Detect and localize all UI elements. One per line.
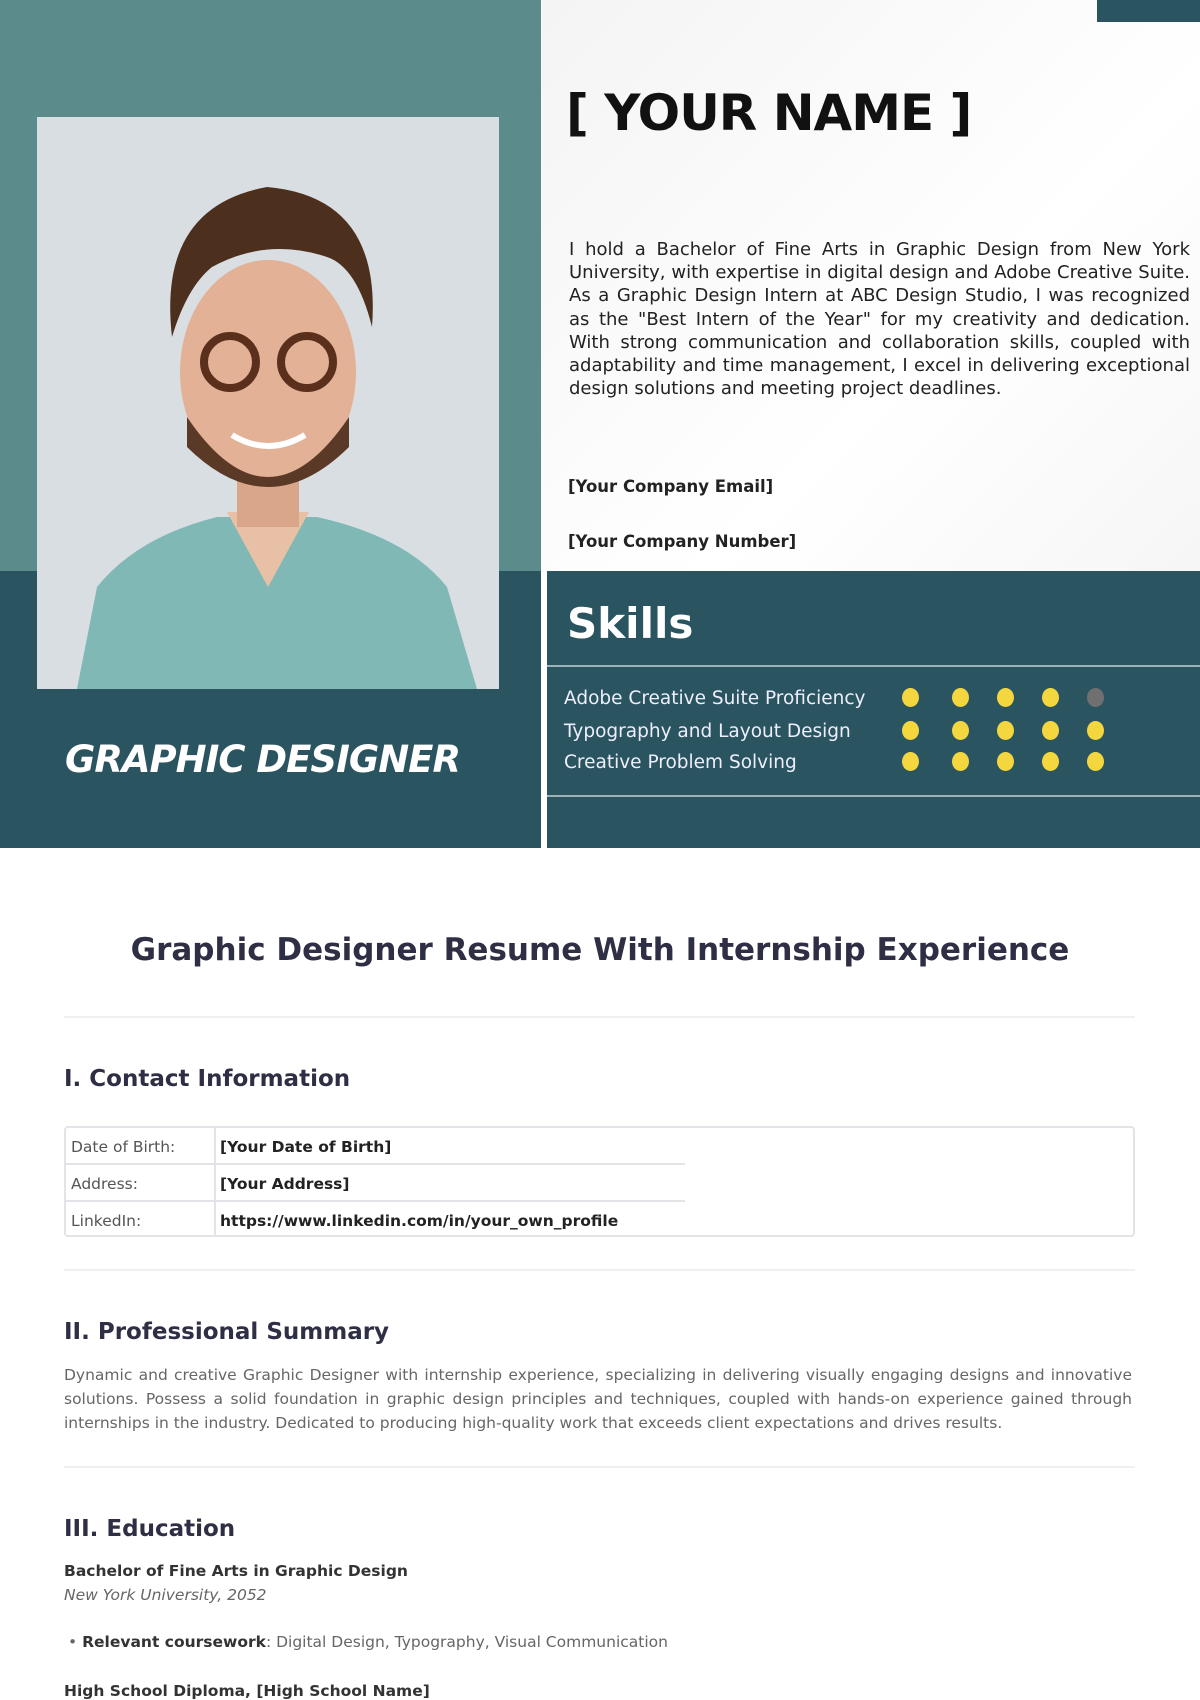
rating-dot-filled	[902, 721, 919, 740]
degree: Bachelor of Fine Arts in Graphic Design	[64, 1562, 408, 1580]
coursework-label: Relevant coursework	[82, 1633, 266, 1651]
rating-dot-filled	[1087, 721, 1104, 740]
skill-name: Typography and Layout Design	[564, 721, 851, 742]
skill-name: Adobe Creative Suite Proficiency	[564, 688, 866, 709]
education-heading: III. Education	[64, 1516, 236, 1542]
candidate-name: [ YOUR NAME ]	[566, 84, 972, 142]
rating-dot-filled	[997, 721, 1014, 740]
corner-accent	[1097, 0, 1200, 22]
job-title: GRAPHIC DESIGNER	[65, 738, 460, 781]
row-label: LinkedIn:	[71, 1212, 142, 1230]
rating-dot-filled	[1042, 688, 1059, 707]
contact-table	[64, 1126, 1135, 1237]
profile-photo	[37, 117, 499, 689]
skills-title: Skills	[567, 599, 694, 648]
rating-dot-filled	[902, 688, 919, 707]
rating-dot-filled	[997, 752, 1014, 771]
summary-text: Dynamic and creative Graphic Designer with internship experience, specializing in delivering visually engaging designs and innovative solutions. Possess a solid foundation in graphic design principles and techniques, coupled with hands-on experience gained through internships in the industry. Dedicated to producing high-quality work that exceeds client expectations and drives results.	[64, 1366, 1132, 1432]
rating-dot-filled	[997, 688, 1014, 707]
bio-text: I hold a Bachelor of Fine Arts in Graphic Design from New York University, with expertise in digital design and Adobe Creative Suite. As a Graphic Design Intern at ABC Design Studio, I was recognized as the "Best Intern of the Year" for my creativity and dedication. With strong communication and collaboration skills, coupled with adaptability and time management, I excel in delivering exceptional design solutions and meeting project deadlines.	[569, 239, 1190, 400]
divider	[547, 795, 1200, 797]
divider	[547, 665, 1200, 667]
table-row	[66, 1165, 1133, 1202]
coursework-item: • Relevant coursework: Digital Design, Typography, Visual Communication	[68, 1633, 668, 1651]
skill-name: Creative Problem Solving	[564, 752, 797, 773]
school: New York University, 2052	[64, 1586, 267, 1604]
skills-panel	[547, 571, 1200, 848]
rating-dot-empty	[1087, 688, 1104, 707]
table-row	[66, 1202, 1133, 1239]
divider	[64, 1269, 1135, 1271]
rating-dot-filled	[952, 752, 969, 771]
company-number: [Your Company Number]	[568, 532, 797, 551]
rating-dot-filled	[1042, 721, 1059, 740]
divider	[64, 1466, 1135, 1468]
rating-dot-filled	[952, 721, 969, 740]
document-title: Graphic Designer Resume With Internship Experience	[130, 932, 1070, 968]
row-value: [Your Date of Birth]	[220, 1138, 392, 1156]
summary-heading: II. Professional Summary	[64, 1319, 390, 1345]
table-row	[66, 1128, 1133, 1165]
rating-dot-filled	[1087, 752, 1104, 771]
contact-heading: I. Contact Information	[64, 1066, 351, 1092]
highschool: High School Diploma, [High School Name]	[64, 1682, 430, 1700]
row-label: Date of Birth:	[71, 1138, 176, 1156]
row-value[interactable]: https://www.linkedin.com/in/your_own_profile	[220, 1212, 619, 1230]
rating-dot-filled	[952, 688, 969, 707]
company-email: [Your Company Email]	[568, 477, 774, 496]
row-value: [Your Address]	[220, 1175, 350, 1193]
rating-dot-filled	[1042, 752, 1059, 771]
coursework-list: : Digital Design, Typography, Visual Communication	[265, 1633, 668, 1651]
rating-dot-filled	[902, 752, 919, 771]
row-label: Address:	[71, 1175, 138, 1193]
divider	[64, 1016, 1135, 1018]
